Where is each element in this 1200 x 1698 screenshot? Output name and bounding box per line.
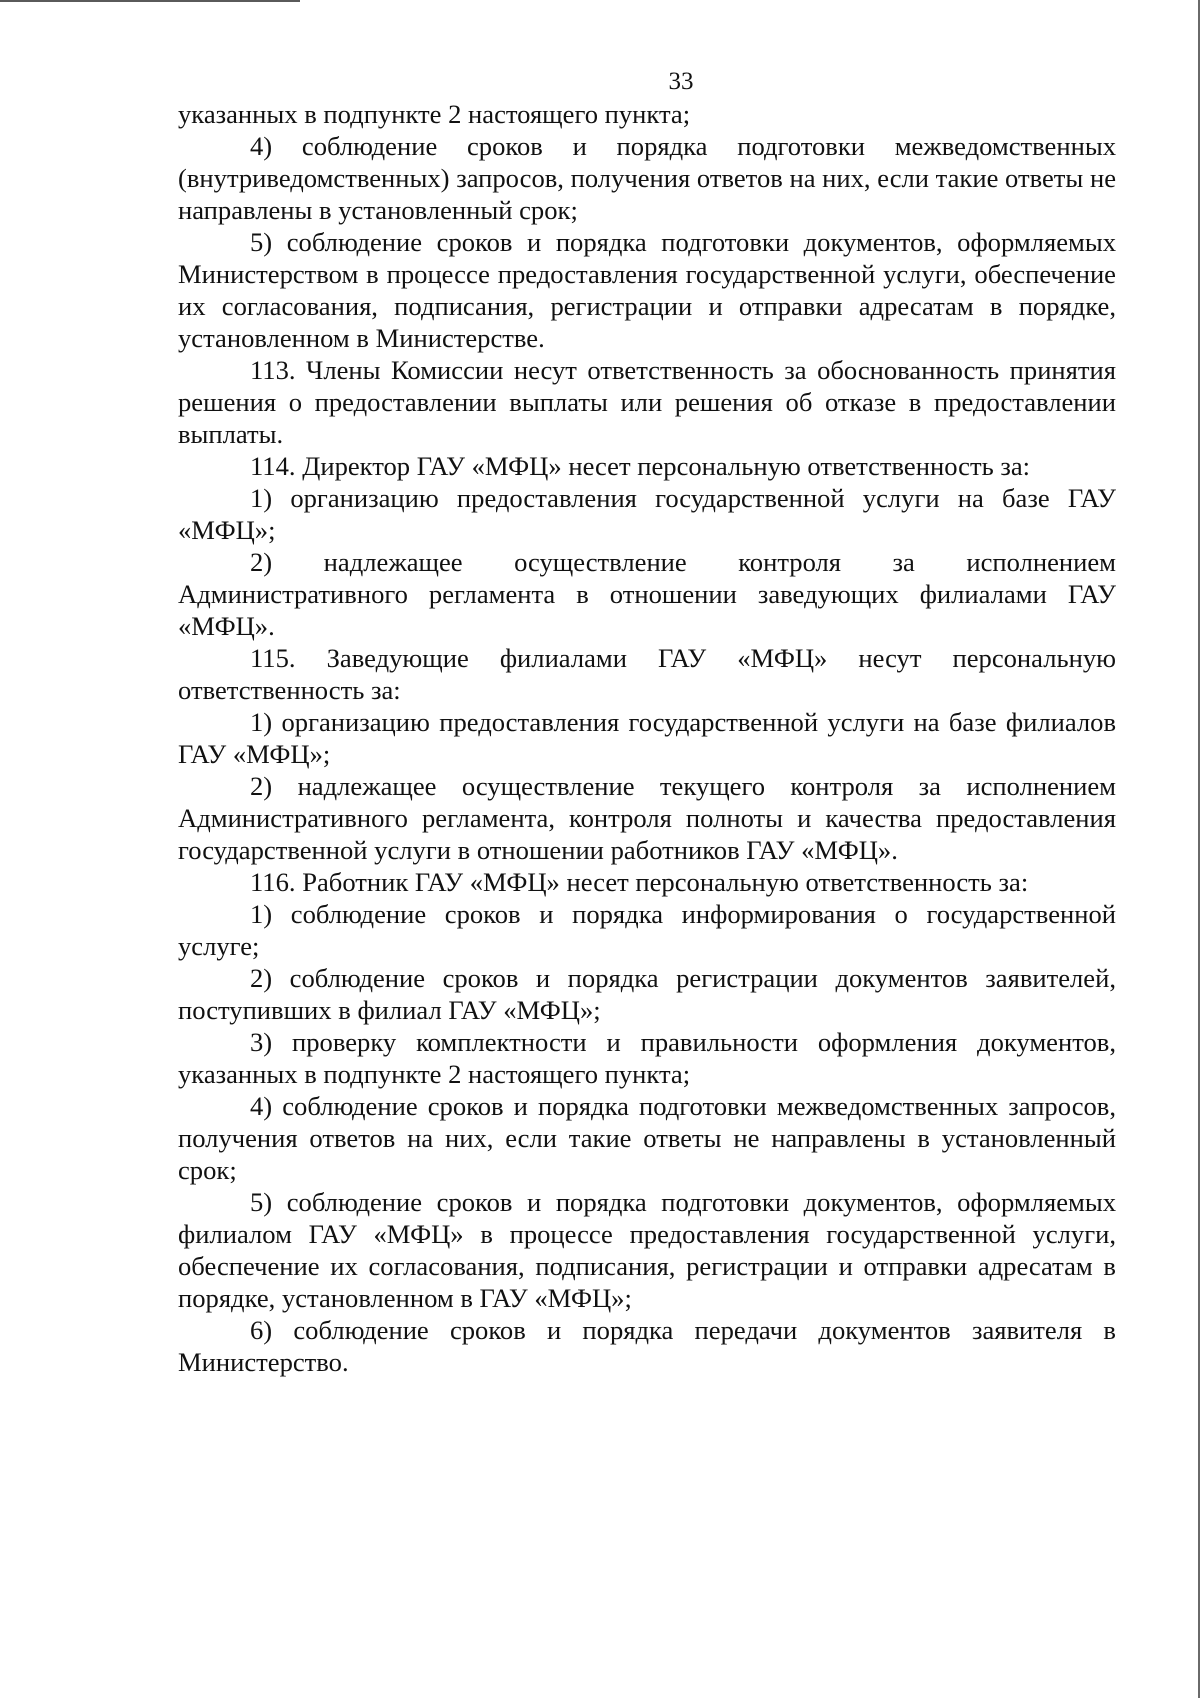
scan-edge-top <box>0 0 300 2</box>
paragraph: 2) надлежащее осуществление контроля за исполнением Административного регламента в отношении заведующих филиалами ГАУ «МФЦ». <box>178 547 1116 641</box>
paragraph: 2) соблюдение сроков и порядка регистрации документов заявителей, поступивших в филиал ГАУ «МФЦ»; <box>178 963 1116 1025</box>
paragraph: 5) соблюдение сроков и порядка подготовки документов, оформляемых Министерством в процессе предоставления государственной услуги, обеспечение их согласования, подписания, регистрации и отправки адресатам в порядке, установленном в Министерстве. <box>178 227 1116 353</box>
paragraph: 5) соблюдение сроков и порядка подготовки документов, оформляемых филиалом ГАУ «МФЦ» в процессе предоставления государственной услуги, обеспечение их согласования, подписания, регистрации и отправки адресатам в порядке, установленном в ГАУ «МФЦ»; <box>178 1187 1116 1313</box>
paragraph: 114. Директор ГАУ «МФЦ» несет персональную ответственность за: <box>250 451 1031 481</box>
paragraph: 1) организацию предоставления государственной услуги на базе филиалов ГАУ «МФЦ»; <box>178 707 1116 769</box>
paragraph: 116. Работник ГАУ «МФЦ» несет персональную ответственность за: <box>250 867 1029 897</box>
page-number: 33 <box>668 68 694 95</box>
paragraph: 1) организацию предоставления государственной услуги на базе ГАУ «МФЦ»; <box>178 483 1116 545</box>
paragraph: 115. Заведующие филиалами ГАУ «МФЦ» несут персональную ответственность за: <box>178 643 1116 705</box>
paragraph: 113. Члены Комиссии несут ответственность за обоснованность принятия решения о предоставлении выплаты или решения об отказе в предоставлении выплаты. <box>178 355 1116 449</box>
paragraph: указанных в подпункте 2 настоящего пункта; <box>178 99 691 129</box>
document-body <box>178 98 1116 1378</box>
paragraph: 6) соблюдение сроков и порядка передачи документов заявителя в Министерство. <box>178 1315 1116 1377</box>
paragraph: 4) соблюдение сроков и порядка подготовки межведомственных (внутриведомственных) запросов, получения ответов на них, если такие ответы не направлены в установленный срок; <box>178 131 1116 225</box>
paragraph: 4) соблюдение сроков и порядка подготовки межведомственных запросов, получения ответов на них, если такие ответы не направлены в установленный срок; <box>178 1091 1116 1185</box>
paragraph: 2) надлежащее осуществление текущего контроля за исполнением Административного регламента, контроля полноты и качества предоставления государственной услуги в отношении работников ГАУ «МФЦ». <box>178 771 1116 865</box>
paragraph: 3) проверку комплектности и правильности оформления документов, указанных в подпункте 2 настоящего пункта; <box>178 1027 1116 1089</box>
paragraph: 1) соблюдение сроков и порядка информирования о государственной услуге; <box>178 899 1116 961</box>
